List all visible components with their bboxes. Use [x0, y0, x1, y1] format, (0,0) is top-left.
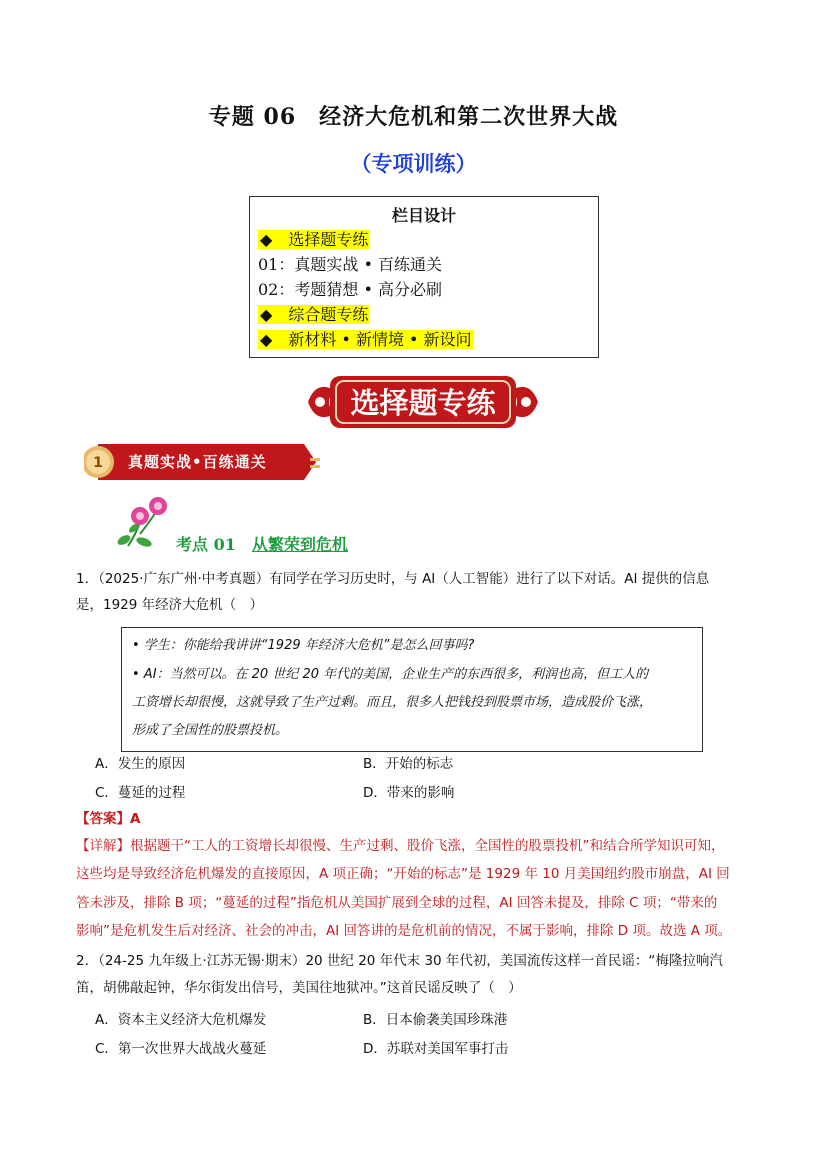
document-subtitle: （专项训练）: [350, 152, 477, 176]
dialog-line: 工资增长却很慢，这就导致了生产过剩。而且，很多人把钱投到股票市场，造成股价飞涨，: [132, 695, 653, 710]
answer-label: 【答案】A: [76, 811, 141, 827]
multiple-choice-banner: [300, 370, 546, 434]
diamond-bullet-icon: ◆: [260, 305, 273, 324]
column-design-box: [249, 196, 599, 358]
banner-text: 选择题专练: [350, 386, 496, 420]
option-d: D．苏联对美国军事打击: [363, 1041, 509, 1057]
option-b: B．日本偷袭美国珍珠港: [363, 1012, 508, 1028]
section-tab-label: 真题实战•百练通关: [128, 453, 267, 471]
dialog-line: • 学生：你能给我讲讲“1929 年经济大危机”是怎么回事吗?: [132, 638, 475, 653]
toc-heading: 栏目设计: [391, 206, 456, 225]
toc-item: 02：考题猜想 • 高分必刷: [258, 280, 442, 299]
diamond-bullet-icon: ◆: [260, 330, 273, 349]
toc-item: 01：真题实战 • 百练通关: [258, 255, 442, 274]
question-1-stem-line: 是，1929 年经济大危机（ ）: [76, 597, 264, 613]
question-1-stem-line: 1．（2025·广东广州·中考真题）有同学在学习历史时，与 AI（人工智能）进行了以下对话。AI 提供的信息: [76, 571, 710, 587]
explanation-line: 【详解】根据题干“工人的工资增长却很慢、生产过剩、股价飞涨，全国性的股票投机”和结合所学知识可知，: [76, 838, 725, 854]
option-a: A．发生的原因: [95, 756, 186, 772]
dialog-box: [121, 627, 703, 752]
option-c: C．蔓延的过程: [95, 785, 186, 801]
document-title: 专题 06 经济大危机和第二次世界大战: [208, 104, 619, 130]
option-d: D．带来的影响: [363, 785, 455, 801]
option-a: A．资本主义经济大危机爆发: [95, 1012, 267, 1028]
explanation-line: 这些均是导致经济危机爆发的直接原因，A 项正确；“开始的标志”是 1929 年 10 月美国纽约股市崩盘，AI 回: [76, 866, 730, 882]
option-c: C．第一次世界大战战火蔓延: [95, 1041, 267, 1057]
dialog-line: • AI：当然可以。在 20 世纪 20 年代的美国，企业生产的东西很多，利润也高，但工人的: [132, 667, 649, 682]
exam-point-number: 考点 01: [176, 535, 236, 554]
explanation-line: 答未涉及，排除 B 项；“蔓延的过程”指危机从美国扩展到全球的过程，AI 回答未提及，排除 C 项；“带来的: [76, 895, 718, 911]
question-2-stem-line: 2．（24-25 九年级上·江苏无锡·期末）20 世纪 20 年代末 30 年代初，美国流传这样一首民谣：“梅隆拉响汽: [76, 953, 723, 969]
exam-point-topic: 从繁荣到危机: [251, 535, 348, 554]
toc-item: ◆ 综合题专练: [260, 305, 369, 324]
flower-icon: [114, 494, 174, 552]
dialog-line: 形成了全国性的股票投机。: [132, 723, 289, 738]
question-2-stem-line: 笛，胡佛敲起钟，华尔街发出信号，美国往地狱冲。”这首民谣反映了（ ）: [76, 980, 522, 996]
section-number: 1: [93, 455, 103, 471]
exam-point-heading: [176, 532, 348, 555]
toc-item: ◆ 选择题专练: [260, 230, 369, 249]
explanation-line: 影响”是危机发生后对经济、社会的冲击，AI 回答讲的是危机前的情况，不属于影响，排除 D 项。故选 A 项。: [76, 923, 732, 939]
toc-item: ◆ 新材料 • 新情境 • 新设问: [260, 330, 472, 349]
option-b: B．开始的标志: [363, 756, 454, 772]
diamond-bullet-icon: ◆: [260, 230, 273, 249]
